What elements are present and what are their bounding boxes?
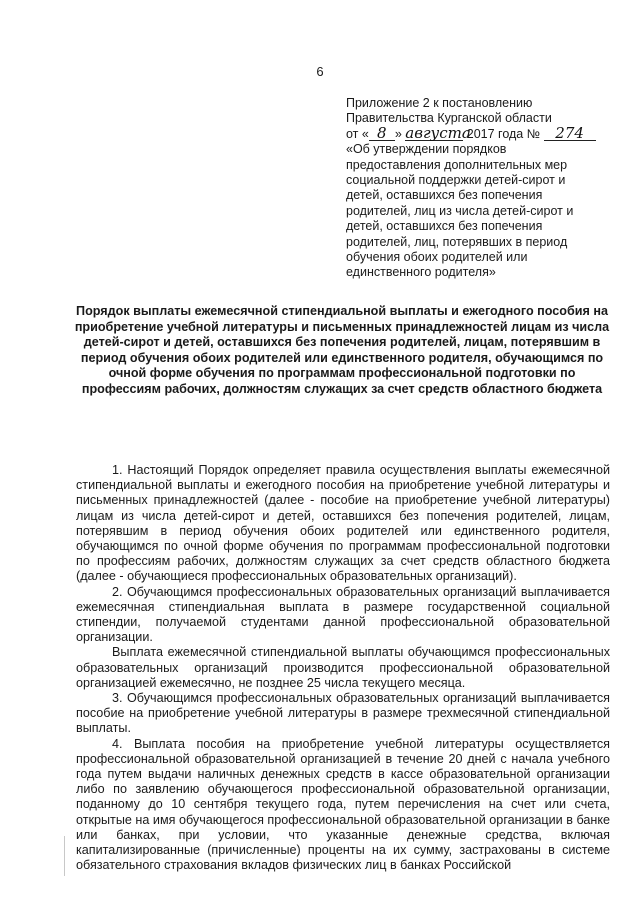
appendix-date-line xyxy=(346,123,616,142)
appendix-line: Правительства Курганской области xyxy=(346,111,552,126)
paragraph-2: 2. Обучающимся профессиональных образовательных организаций выплачивается ежемесячная стипендиальная выплата в размере государственной социальной стипендии, получаемой студентами данной профессиональной образовательной организации. xyxy=(76,584,610,645)
handwritten-number: 274 xyxy=(544,127,596,141)
paragraph-2-continued: Выплата ежемесячной стипендиальной выплаты обучающимся профессиональных образовательных организаций производится профессиональной образовательной организацией ежемесячно, не позднее 25 числа текущего месяца. xyxy=(76,645,610,690)
paragraph-4: 4. Выплата пособия на приобретение учебной литературы осуществляется профессиональной образовательной организацией в течение 20 дней с начала учебного года путем выдачи наличных денежных средств в кассе образовательной организации либо по заявлению обучающегося профессиональной образовательной организации, поданному до 10 сентября текущего года, путем перечисления на счет или счета, открытые на имя обучающегося профессиональной образовательной организации в банке или банках, при условии, что указанные денежные средства, включая капитализированные (причисленные) проценты на их сумму, застрахованы в системе обязательного страхования вкладов физических лиц в банках Российской xyxy=(76,736,610,873)
appendix-title-line: обучения обоих родителей или xyxy=(346,250,528,265)
page-number: 6 xyxy=(316,64,324,79)
appendix-title-line: родителей, лиц, потерявших в период xyxy=(346,234,568,249)
document-title: Порядок выплаты ежемесячной стипендиальной выплаты и ежегодного пособия на приобретение учебной литературы и письменных принадлежностей лицам из числа детей-сирот и детей, оставшихся без попечения родителей, лицам, потерявшим в период обучения обоих родителей или единственного родителя, обучающимся по очной форме обучения по программам профессиональной подготовки по профессиям рабочих, должностям служащих за счет средств областного бюджета xyxy=(74,304,610,396)
paragraph-3: 3. Обучающимся профессиональных образовательных организаций выплачивается пособие на приобретение учебной литературы в размере трехмесячной стипендиальной выплаты. xyxy=(76,691,610,736)
appendix-block xyxy=(346,96,616,281)
appendix-title-line: социальной поддержки детей-сирот и xyxy=(346,173,566,188)
handwritten-day: 8 xyxy=(369,127,395,141)
appendix-title-line: предоставления дополнительных мер xyxy=(346,157,568,172)
appendix-title-line: детей, оставшихся без попечения xyxy=(346,219,543,234)
appendix-title-line: родителей, лиц из числа детей-сирот и xyxy=(346,203,574,218)
date-prefix: от « xyxy=(346,126,369,141)
appendix-line: Приложение 2 к постановлению xyxy=(346,96,533,110)
appendix-title-line: «Об утверждении порядков xyxy=(346,142,507,157)
paragraph-1: 1. Настоящий Порядок определяет правила осуществления выплаты ежемесячной стипендиальной выплаты и ежегодного пособия на приобретение учебной литературы и письменных принадлежностей (далее - пособие на приобретение учебной литературы) лицам из числа детей-сирот и детей, оставшихся без попечения родителей, лицам, потерявшим в период обучения обоих родителей или единственного родителя, обучающимся по очной форме обучения по программам профессиональной подготовки по профессиям рабочих, должностям служащих за счет средств областного бюджета (далее - обучающиеся профессиональных образовательных организаций). xyxy=(76,463,610,584)
appendix-title-line: единственного родителя» xyxy=(346,265,496,280)
document-body xyxy=(76,463,610,873)
date-mid: » xyxy=(394,126,402,141)
scan-edge-mark xyxy=(64,836,65,876)
date-suffix: 2017 года № xyxy=(466,126,541,141)
handwritten-month: августа xyxy=(405,123,471,142)
appendix-title-line: детей, оставшихся без попечения xyxy=(346,188,543,203)
